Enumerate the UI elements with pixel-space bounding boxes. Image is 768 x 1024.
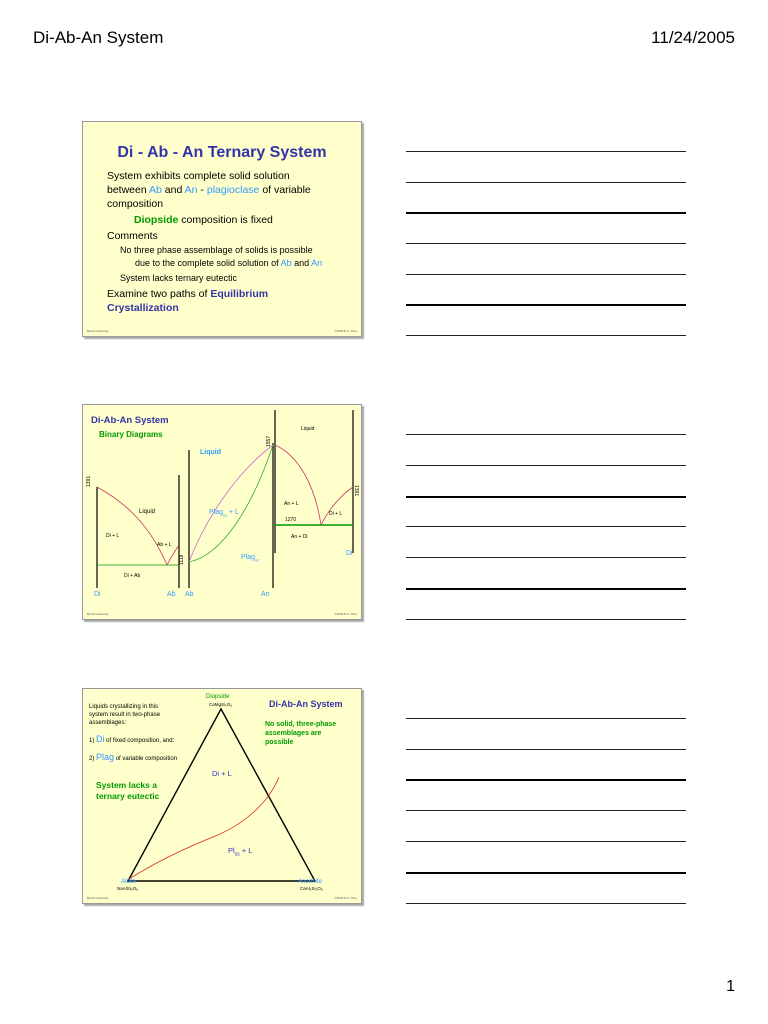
slide-text-line: No three phase assemblage of solids is possible — [120, 245, 313, 255]
slide-3 — [82, 688, 362, 904]
page-header-title: Di-Ab-An System — [33, 28, 164, 47]
phase-label: Di + Ab — [124, 573, 141, 579]
description-line: assemblages: — [89, 720, 127, 726]
temperature-label: 1391 — [353, 485, 359, 497]
slide-2 — [82, 404, 362, 620]
apex-formula: NaAlSi₃O₈ — [117, 886, 138, 891]
liquidus-curve — [97, 487, 167, 565]
slide-title: Di-Ab-An System — [269, 699, 343, 709]
notes-line — [406, 557, 686, 558]
slide-text-line: composition — [107, 198, 164, 210]
description-item: 1) Di of fixed composition, and: — [89, 734, 175, 744]
phase-label: Plag$_{ss}$ + L — [209, 509, 239, 518]
notes-line — [406, 212, 686, 214]
phase-label: Liquid — [301, 426, 315, 432]
slide-text-line: Examine two paths of Equilibrium — [107, 288, 269, 300]
notes-line — [406, 274, 686, 275]
phase-label: Plag$_{ss}$ — [241, 554, 260, 563]
slide-1 — [82, 121, 362, 337]
description-item: 2) Plag of variable composition — [89, 752, 178, 762]
description-line: system result in two-phase — [89, 712, 161, 718]
apex-formula: CaAl₂Si₂O₈ — [300, 886, 323, 891]
apex-label-anorthite: Anorthite — [298, 879, 323, 885]
phase-label: Liquid — [200, 449, 221, 456]
notes-line — [406, 872, 686, 874]
phase-label: Ab + L — [157, 542, 172, 548]
notes-line — [406, 903, 686, 904]
comments-heading: Comments — [107, 230, 158, 242]
phase-label: Liquid — [139, 509, 156, 515]
apex-formula: CaMgSi₂O₆ — [209, 702, 233, 707]
notes-line — [406, 496, 686, 498]
notes-line — [406, 588, 686, 590]
phase-label: An + L — [284, 501, 299, 507]
solidus-curve — [189, 445, 273, 562]
slide-text-line: between Ab and An - plagioclase of variable — [107, 184, 311, 196]
di-ab-diagram — [97, 475, 179, 588]
slide-footer-left: Brock University — [87, 896, 109, 900]
apex-label-albite: Albite — [121, 879, 137, 885]
field-label: Di + L — [212, 769, 232, 778]
slide-footer-right: ©2003 D.C. Pine — [334, 896, 357, 900]
axis-label: Di — [94, 591, 101, 598]
notes-line — [406, 810, 686, 811]
notes-line — [406, 151, 686, 152]
slide-footer-left: Brock University — [87, 612, 109, 616]
slide-title: Di - Ab - An Ternary System — [117, 144, 327, 161]
notes-line — [406, 526, 686, 527]
slide-footer-right: ©2003 D.C. Pine — [334, 329, 357, 333]
axis-label: Ab — [167, 591, 176, 598]
liquidus-curve — [167, 545, 179, 565]
slide-title: Di-Ab-An System — [91, 415, 169, 426]
liquidus-curve — [189, 445, 273, 562]
note-text: possible — [265, 739, 294, 746]
liquidus-curve — [275, 445, 321, 525]
lacks-text: System lacks a — [96, 780, 157, 790]
notes-line — [406, 243, 686, 244]
note-text: No solid, three-phase — [265, 721, 337, 728]
slide-text-line: System exhibits complete solid solution — [107, 170, 290, 182]
liquidus-curve — [321, 487, 353, 525]
temperature-label: 1557 — [266, 435, 272, 447]
phase-label: Di + L — [106, 533, 120, 539]
page-number: 1 — [726, 978, 735, 995]
notes-line — [406, 465, 686, 466]
notes-line — [406, 182, 686, 183]
lacks-text: ternary eutectic — [96, 791, 160, 801]
phase-label: An + Di — [291, 534, 308, 540]
slide-footer-right: ©2003 D.C. Pine — [334, 612, 357, 616]
notes-line — [406, 619, 686, 620]
phase-label: Di + L — [329, 511, 343, 517]
temperature-label: 1270 — [285, 517, 297, 523]
slide-text-line: due to the complete solid solution of Ab and An — [135, 258, 323, 268]
notes-line — [406, 749, 686, 750]
temperature-label: 1118 — [179, 554, 185, 565]
slide-text-line: Diopside composition is fixed — [134, 214, 273, 226]
notes-line — [406, 841, 686, 842]
note-text: assemblages are — [265, 730, 322, 737]
notes-line — [406, 335, 686, 336]
axis-label: Di — [346, 550, 353, 557]
notes-line — [406, 718, 686, 719]
notes-line — [406, 779, 686, 781]
page-header-date: 11/24/2005 — [651, 28, 735, 47]
axis-label: Ab — [185, 591, 194, 598]
field-label: $Pl_{ss} + L$ — [228, 846, 253, 858]
notes-line — [406, 304, 686, 306]
axis-label: An — [261, 591, 270, 598]
temperature-label: 1391 — [86, 475, 92, 487]
slide-text-line: Crystallization — [107, 302, 179, 314]
slide-subtitle: Binary Diagrams — [99, 430, 163, 439]
apex-label-diopside: Diopside — [206, 694, 230, 700]
notes-line — [406, 434, 686, 435]
slide-footer-left: Brock University — [87, 329, 109, 333]
description-line: Liquids crystallizing in this — [89, 704, 159, 710]
slide-text-line: System lacks ternary eutectic — [120, 273, 238, 283]
